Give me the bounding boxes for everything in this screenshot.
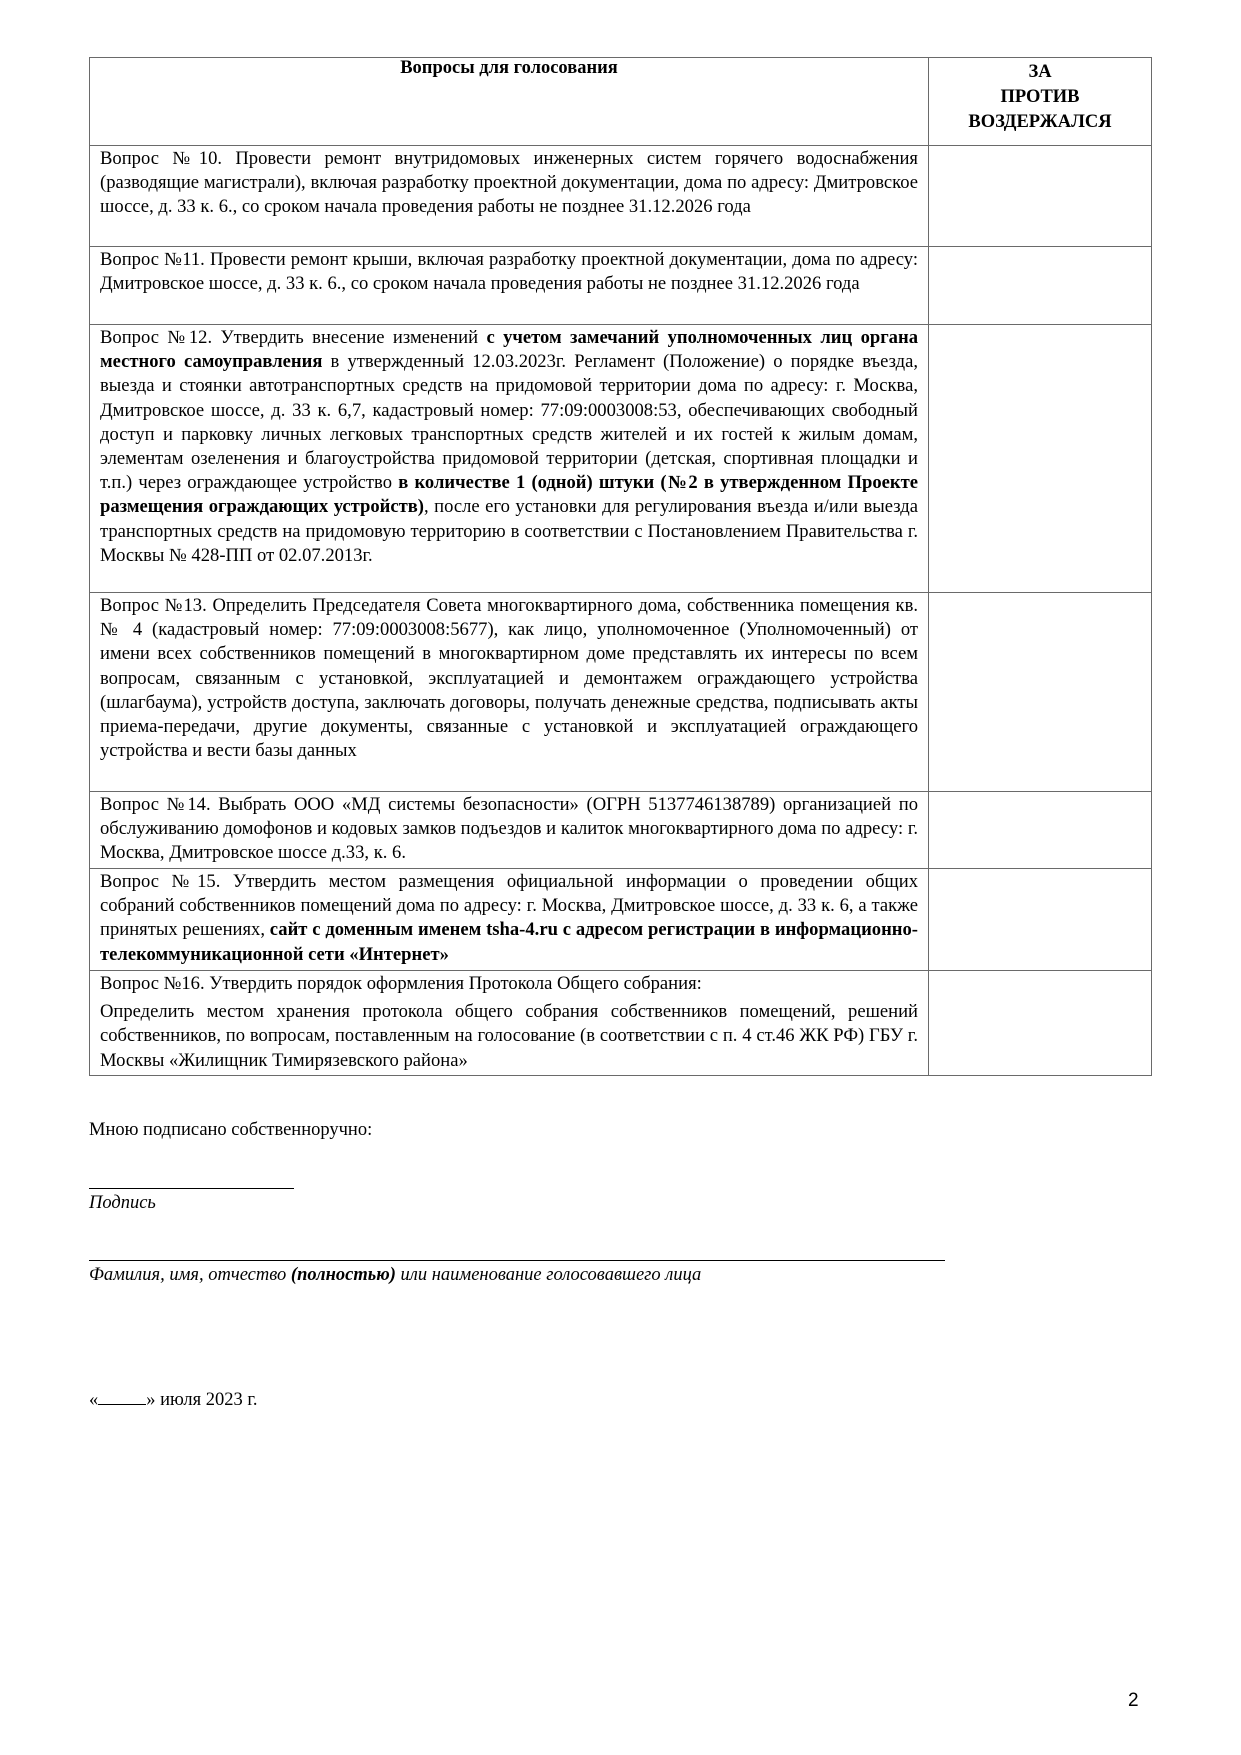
question-row (90, 247, 1152, 325)
question-text-part: Вопрос №12. Утвердить внесение изменений (100, 327, 487, 348)
question-text-part: Вопрос №15. Утвердить местом размещения официальной информации о проведении общих собраний собственников помещений дома по адресу: г. Москва, Дмитровское шоссе, д. 33 к. 6, а также принятых решениях, (100, 871, 918, 941)
vote-answer-cell[interactable] (929, 869, 1152, 971)
answer-column-header (929, 58, 1152, 146)
table-header-row (90, 58, 1152, 146)
date-open-quote: « (89, 1390, 99, 1410)
question-text-part: Вопрос №16. Утвердить порядок оформления Протокола Общего собрания: (100, 973, 702, 994)
date-rest: » июля 2023 г. (146, 1390, 258, 1410)
question-row (90, 869, 1152, 971)
question-text (100, 972, 918, 996)
question-text-part: , после его установки для регулирования въезда и/или выезда транспортных средств на придомовую территорию в соответствии с Постановлением Правительства г. Москвы № 428-ПП от 02.07.2013г. (100, 496, 919, 566)
question-text-bold: сайт с доменным именем tsha-4.ru с адресом регистрации в информационно-телекоммуникационной сети «Интернет» (100, 919, 918, 965)
vote-answer-cell[interactable] (929, 593, 1152, 792)
vote-answer-cell[interactable] (929, 971, 1152, 1076)
full-name-caption-bold: (полностью) (290, 1265, 396, 1285)
question-row (90, 325, 1152, 593)
vote-answer-cell[interactable] (929, 325, 1152, 593)
question-text-cell (90, 792, 929, 869)
question-text-cell (90, 247, 929, 325)
question-text-cell (90, 325, 929, 593)
answer-abstain-label: ВОЗДЕРЖАЛСЯ (968, 112, 1112, 132)
question-text-bold: в количестве 1 (одной) штуки (№2 в утвержденном Проекте размещения ограждающих устройств) (100, 472, 918, 518)
question-text-part: Вопрос №13. Определить Председателя Совета многоквартирного дома, собственника помещения кв. № 4 (кадастровый номер: 77:09:0003008:5677), как лицо, уполномоченное (Уполномоченный) от имени всех собственников помещений в многоквартирном доме представлять их интересы по всем вопросам, связанным с установкой, эксплуатацией и демонтажем ограждающего устройства (шлагбаума), устройств доступа, заключать договоры, получать денежные средства, подписывать акты приема-передачи, другие документы, связанные с установкой и эксплуатацией ограждающего устройства и вести базы данных (100, 595, 918, 762)
question-text-part: в утвержденный 12.03.2023г. Регламент (Положение) о порядке въезда, выезда и стоянки автотранспортных средств на придомовой территории дома по адресу: г. Москва, Дмитровское шоссе, д. 33 к. 6,7, кадастровый номер: 77:09:0003008:53, обеспечивающих свободный доступ и парковку личных легковых транспортных средств жителей и их гостей к жилым домам, элементам озеленения и благоустройства придомовой территории (детская, спортивная площадки и т.п.) через ограждающее устройство (100, 351, 918, 494)
vote-answer-cell[interactable] (929, 792, 1152, 869)
vote-answer-cell[interactable] (929, 146, 1152, 247)
answer-for-label: ЗА (1028, 62, 1052, 82)
vote-answer-cell[interactable] (929, 247, 1152, 325)
question-text-cell (90, 971, 929, 1076)
full-name-line[interactable] (89, 1260, 945, 1261)
date-line (89, 1388, 258, 1411)
signature-line[interactable] (89, 1188, 294, 1189)
question-text-cell (90, 869, 929, 971)
question-text (100, 793, 918, 866)
question-text-part: Вопрос №10. Провести ремонт внутридомовых инженерных систем горячего водоснабжения (разводящие магистрали), включая разработку проектной документации, дома по адресу: Дмитровское шоссе, д. 33 к. 6., со сроком начала проведения работы не позднее 31.12.2026 года (100, 148, 918, 218)
question-text (100, 870, 918, 967)
question-row (90, 593, 1152, 792)
full-name-caption-end: или наименование голосовавшего лица (395, 1265, 702, 1285)
full-name-caption (89, 1265, 701, 1286)
question-text-part: Вопрос №11. Провести ремонт крыши, включая разработку проектной документации, дома по адресу: Дмитровское шоссе, д. 33 к. 6., со сроком начала проведения работы не позднее 31.12.2026 года (100, 249, 918, 295)
questions-column-header: Вопросы для голосования (90, 58, 929, 146)
question-text (100, 326, 918, 568)
question-text-bold: с учетом замечаний уполномоченных лиц органа местного самоуправления (100, 327, 918, 373)
question-extra-text: Определить местом хранения протокола общего собрания собственников помещений, решений собственников, по вопросам, поставленным на голосование (в соответствии с п. 4 ст.46 ЖК РФ) ГБУ г. Москвы «Жилищник Тимирязевского района» (100, 1001, 918, 1071)
voting-table (89, 57, 1152, 1076)
question-row (90, 146, 1152, 247)
question-text (100, 248, 918, 296)
page-number: 2 (1128, 1690, 1139, 1711)
signature-caption: Подпись (89, 1193, 156, 1213)
day-blank[interactable] (98, 1388, 146, 1405)
question-row (90, 792, 1152, 869)
answer-against-label: ПРОТИВ (1000, 87, 1080, 107)
question-text (100, 594, 918, 763)
question-row (90, 971, 1152, 1076)
question-text-cell (90, 146, 929, 247)
question-text-cell (90, 593, 929, 792)
question-text (100, 147, 918, 220)
question-text-part: Вопрос №14. Выбрать ООО «МД системы безопасности» (ОГРН 5137746138789) организацией по обслуживанию домофонов и кодовых замков подъездов и калиток многоквартирного дома по адресу: г. Москва, Дмитровское шоссе д.33, к. 6. (100, 794, 918, 864)
signature-intro: Мною подписано собственноручно: (89, 1120, 373, 1140)
full-name-caption-start: Фамилия, имя, отчество (89, 1265, 291, 1285)
